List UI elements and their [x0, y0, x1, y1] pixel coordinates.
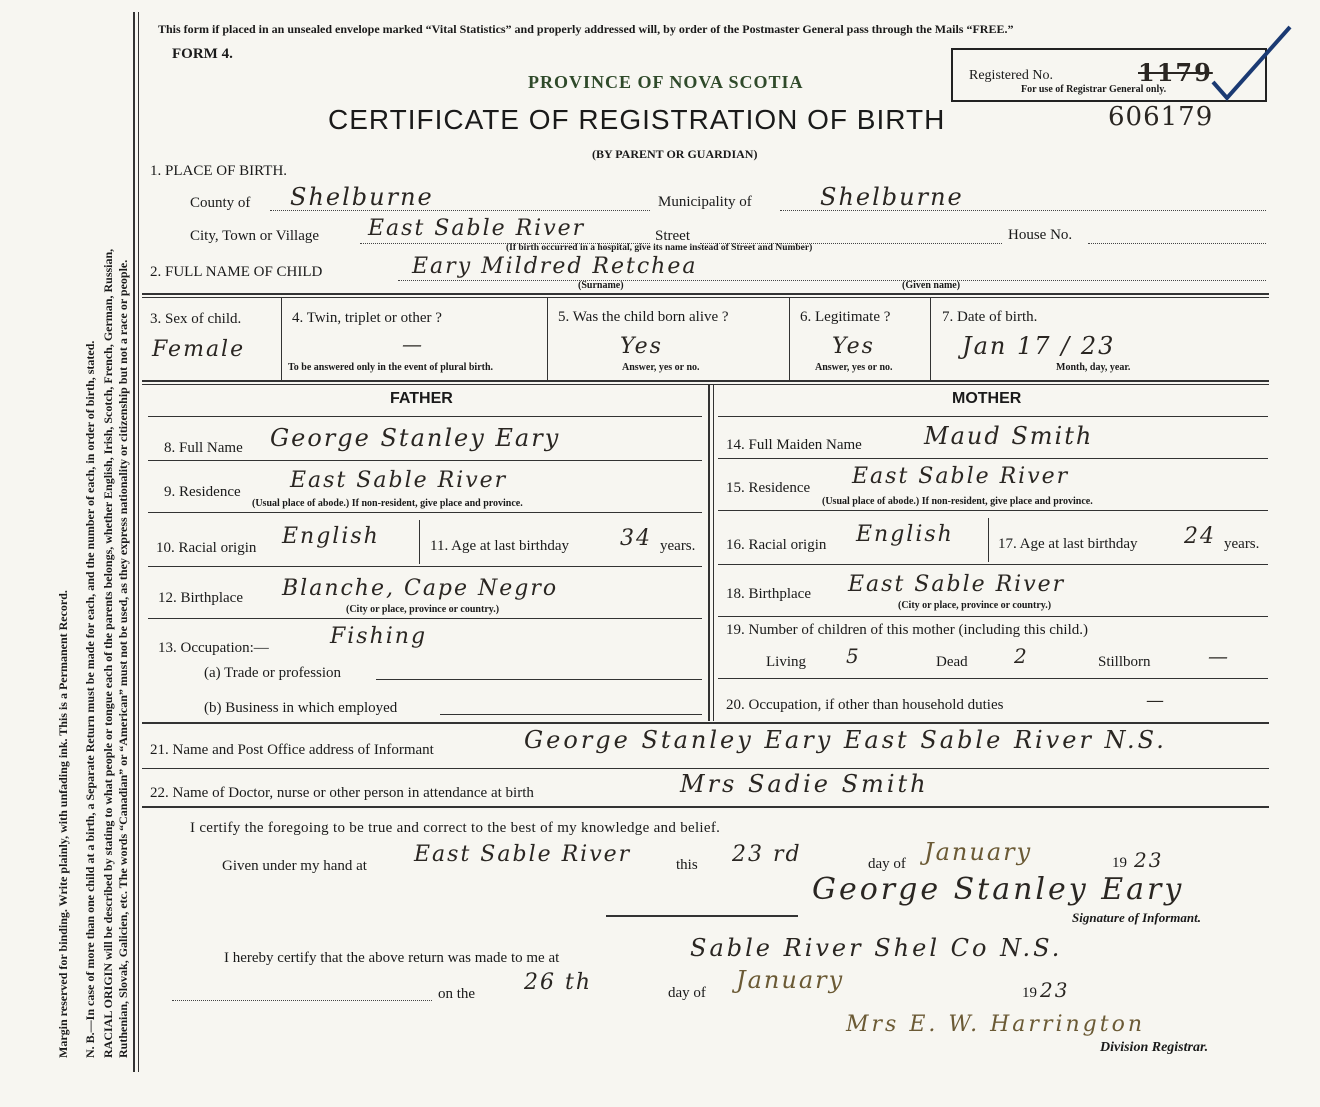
father-residence-label: 9. Residence: [164, 484, 241, 500]
county-label: County of: [190, 195, 251, 211]
father-trade-label: (a) Trade or profession: [204, 665, 342, 681]
mother-birthplace-value: East Sable River: [848, 572, 1066, 597]
mother-birthplace-rule: [718, 616, 1268, 617]
father-residence-value: East Sable River: [290, 468, 508, 493]
mother-heading-rule: [718, 416, 1268, 417]
margin-note-racial-origin-cont: Ruthenian, Slovak, Galicien, etc. The words “Canadian” or “American” must not be used, as they express nationality or citizenship but not a race or people.: [116, 259, 130, 1058]
born-alive-label: 5. Was the child born alive ?: [558, 309, 729, 325]
attendant-value: Mrs Sadie Smith: [680, 770, 929, 798]
return-onthe-label: on the: [438, 986, 476, 1002]
father-residence-rule: [148, 512, 702, 513]
date-of-birth-note: Month, day, year.: [1056, 362, 1131, 373]
mother-name-rule: [718, 458, 1268, 459]
legitimate-label: 6. Legitimate ?: [800, 309, 891, 325]
given-dayof-label: day of: [868, 856, 906, 872]
county-value: Shelburne: [290, 183, 434, 211]
father-race-value: English: [282, 524, 380, 549]
form-number: FORM 4.: [172, 46, 233, 62]
attendant-label: 22. Name of Doctor, nurse or other person in attendance at birth: [150, 785, 534, 801]
mother-residence-label: 15. Residence: [726, 480, 811, 496]
house-number-label: House No.: [1008, 227, 1073, 243]
informant-rule: [142, 768, 1269, 769]
return-month-value: January: [736, 966, 845, 994]
father-age-value: 34: [620, 526, 652, 551]
col-divider-2: [547, 298, 548, 380]
parents-bottom-rule: [142, 722, 1269, 724]
attendant-rule: [142, 806, 1269, 808]
col-divider-4: [930, 298, 931, 380]
given-year-value: 23: [1134, 848, 1164, 872]
margin-note-binding: Margin reserved for binding. Write plainly, with unfading ink. This is a Permanent Record.: [56, 590, 70, 1058]
house-number-line: [1088, 243, 1266, 244]
city-value: East Sable River: [368, 216, 586, 241]
registered-number: 1179: [1138, 58, 1213, 87]
signature-short-rule: [606, 915, 798, 917]
legitimate-value: Yes: [832, 334, 875, 359]
mother-age-years: years.: [1224, 536, 1260, 552]
father-name-value: George Stanley Eary: [270, 424, 561, 452]
mother-birthplace-note: (City or place, province or country.): [898, 600, 1052, 611]
father-birthplace-note: (City or place, province or country.): [346, 604, 500, 615]
return-day-value: 26 th: [524, 970, 592, 995]
father-race-divider: [419, 520, 420, 564]
street-label: Street: [655, 228, 690, 244]
father-age-years: years.: [660, 538, 696, 554]
mother-race-value: English: [856, 522, 954, 547]
mother-race-label: 16. Racial origin: [726, 537, 827, 553]
father-business-label: (b) Business in which employed: [204, 700, 398, 716]
mother-race-rule: [718, 564, 1268, 565]
registered-note: For use of Registrar General only.: [1021, 84, 1167, 95]
given-name-note: (Given name): [902, 280, 961, 291]
row-rule-top-2: [142, 297, 1269, 298]
father-trade-rule: [376, 679, 702, 680]
row-rule-bottom: [142, 380, 1269, 382]
parents-divider: [708, 385, 710, 721]
hospital-note: (If birth occurred in a hospital, give its name instead of Street and Number): [506, 243, 813, 253]
plurality-label: 4. Twin, triplet or other ?: [292, 310, 442, 326]
province-heading: PROVINCE OF NOVA SCOTIA: [528, 72, 804, 92]
col-divider-3: [789, 298, 790, 380]
informant-label: 21. Name and Post Office address of Informant: [150, 742, 434, 758]
given-this-label: this: [676, 857, 698, 873]
mother-birthplace-label: 18. Birthplace: [726, 586, 811, 602]
certify-statement: I certify the foregoing to be true and correct to the best of my knowledge and belief.: [190, 820, 721, 836]
plurality-note: To be answered only in the event of plural birth.: [288, 362, 494, 373]
return-made-label: I hereby certify that the above return was made to me at: [224, 950, 560, 966]
postage-notice: This form if placed in an unsealed envelope marked “Vital Statistics” and properly addressed will, by order of the Postmaster General pass through the Mails “FREE.”: [158, 22, 1014, 36]
child-name-value: Eary Mildred Retchea: [412, 254, 698, 279]
child-name-line: [398, 280, 1266, 281]
registered-label: Registered No.: [969, 68, 1053, 83]
margin-note-racial-origin: RACIAL ORIGIN will be described by stating to what people or tongue each of the parents belongs, whether English, Irish, Scotch, French, German, Russian,: [101, 248, 115, 1058]
living-value: 5: [846, 644, 861, 668]
check-mark-icon: [1205, 22, 1295, 102]
mother-heading: MOTHER: [952, 390, 1022, 407]
stillborn-label: Stillborn: [1098, 654, 1151, 670]
certificate-number: 606179: [1108, 102, 1214, 132]
mother-residence-value: East Sable River: [852, 464, 1070, 489]
living-label: Living: [766, 654, 806, 670]
registrar-signature: Mrs E. W. Harrington: [846, 1012, 1146, 1037]
father-race-label: 10. Racial origin: [156, 540, 257, 556]
father-occupation-value: Fishing: [330, 624, 428, 649]
mother-name-label: 14. Full Maiden Name: [726, 437, 862, 453]
return-dayof-label: day of: [668, 985, 706, 1001]
given-month-value: January: [924, 838, 1033, 866]
father-name-label: 8. Full Name: [164, 440, 243, 456]
return-year-prefix: 19: [1022, 985, 1037, 1001]
date-of-birth-value: Jan 17 / 23: [962, 332, 1116, 360]
mother-age-value: 24: [1184, 524, 1216, 549]
parents-divider-2: [713, 385, 714, 721]
father-race-rule: [148, 566, 702, 567]
mother-age-label: 17. Age at last birthday: [998, 536, 1138, 552]
row-rule-bottom-2: [142, 384, 1269, 385]
mother-residence-note: (Usual place of abode.) If non-resident, give place and province.: [822, 496, 1093, 507]
father-name-rule: [148, 460, 702, 461]
return-year-value: 23: [1040, 978, 1070, 1002]
father-residence-note: (Usual place of abode.) If non-resident, give place and province.: [252, 498, 523, 509]
city-label: City, Town or Village: [190, 228, 320, 244]
mother-occupation-label: 20. Occupation, if other than household duties: [726, 697, 1004, 713]
informant-signature: George Stanley Eary: [812, 872, 1185, 907]
registrar-label: Division Registrar.: [1100, 1040, 1209, 1055]
municipality-value: Shelburne: [820, 183, 964, 211]
stillborn-value: —: [1208, 644, 1230, 668]
given-year-prefix: 19: [1112, 855, 1127, 871]
informant-signature-label: Signature of Informant.: [1072, 910, 1201, 925]
row-rule-top: [142, 293, 1269, 295]
father-heading: FATHER: [390, 390, 453, 407]
sex-label: 3. Sex of child.: [150, 311, 242, 327]
dead-label: Dead: [936, 654, 968, 670]
return-line: [172, 1000, 432, 1001]
sex-value: Female: [152, 337, 246, 362]
born-alive-note: Answer, yes or no.: [622, 362, 700, 373]
father-birthplace-rule: [148, 618, 702, 619]
given-place-value: East Sable River: [414, 842, 632, 867]
father-business-rule: [440, 714, 702, 715]
legitimate-note: Answer, yes or no.: [815, 362, 893, 373]
father-birthplace-value: Blanche, Cape Negro: [282, 576, 559, 601]
mother-name-value: Maud Smith: [924, 422, 1094, 450]
place-of-birth-heading: 1. PLACE OF BIRTH.: [150, 163, 288, 179]
municipality-label: Municipality of: [658, 194, 752, 210]
father-occupation-label: 13. Occupation:—: [158, 640, 269, 656]
mother-children-rule: [718, 678, 1268, 679]
mother-occupation-value: —: [1146, 690, 1166, 711]
surname-note: (Surname): [578, 280, 624, 291]
father-age-label: 11. Age at last birthday: [430, 538, 569, 554]
margin-note-multiple-births: N. B.—In case of more than one child at a birth, a Separate Return must be made for each, and the number of each, in order of birth, stated.: [83, 340, 97, 1058]
plurality-value: —: [402, 332, 424, 356]
born-alive-value: Yes: [620, 334, 663, 359]
given-day-value: 23 rd: [732, 842, 802, 867]
child-name-label: 2. FULL NAME OF CHILD: [150, 264, 323, 280]
margin-rule-inner: [138, 12, 139, 1072]
informant-value: George Stanley Eary East Sable River N.S.: [524, 726, 1167, 754]
given-under-label: Given under my hand at: [222, 858, 367, 874]
date-of-birth-label: 7. Date of birth.: [942, 309, 1038, 325]
father-birthplace-label: 12. Birthplace: [158, 590, 243, 606]
certificate-subtitle: (BY PARENT OR GUARDIAN): [592, 147, 758, 161]
mother-children-label: 19. Number of children of this mother (including this child.): [726, 622, 1089, 638]
certificate-title: CERTIFICATE OF REGISTRATION OF BIRTH: [328, 104, 946, 135]
mother-race-divider: [988, 518, 989, 562]
col-divider-1: [281, 298, 282, 380]
return-place-value: Sable River Shel Co N.S.: [690, 934, 1063, 962]
father-heading-rule: [148, 416, 702, 417]
dead-value: 2: [1014, 644, 1029, 668]
margin-rule: [133, 12, 135, 1072]
mother-residence-rule: [718, 510, 1268, 511]
